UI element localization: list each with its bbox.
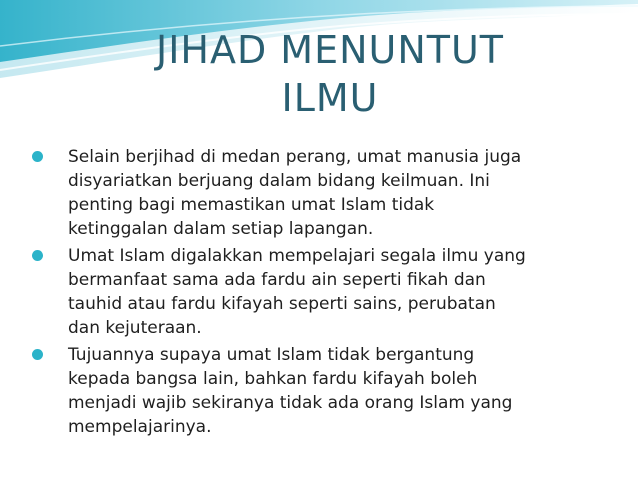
bullet-line: penting bagi memastikan umat Islam tidak — [68, 195, 435, 215]
bullet-dot-icon — [32, 349, 43, 360]
bullet-line: Umat Islam digalakkan mempelajari segala ilmu yang — [68, 246, 526, 266]
bullet-list — [32, 145, 602, 442]
bullet-line: menjadi wajib sekiranya tidak ada orang Islam yang — [68, 393, 513, 413]
bullet-dot-icon — [32, 250, 43, 261]
bullet-item — [32, 244, 602, 340]
bullet-line: ketinggalan dalam setiap lapangan. — [68, 219, 374, 239]
bullet-dot-icon — [32, 151, 43, 162]
slide-title-line-1: JIHAD MENUNTUT — [155, 28, 505, 72]
bullet-line: Tujuannya supaya umat Islam tidak bergantung — [68, 345, 475, 365]
bullet-line: tauhid atau fardu kifayah seperti sains, perubatan — [68, 294, 496, 314]
slide-title — [70, 26, 590, 122]
bullet-item — [32, 343, 602, 439]
bullet-line: dan kejuteraan. — [68, 318, 202, 338]
bullet-line: kepada bangsa lain, bahkan fardu kifayah boleh — [68, 369, 478, 389]
bullet-line: mempelajarinya. — [68, 417, 212, 437]
slide-title-line-2: ILMU — [281, 76, 379, 120]
bullet-item — [32, 145, 602, 241]
bullet-line: Selain berjihad di medan perang, umat manusia juga — [68, 147, 522, 167]
bullet-line: disyariatkan berjuang dalam bidang keilmuan. Ini — [68, 171, 490, 191]
bullet-line: bermanfaat sama ada fardu ain seperti fikah dan — [68, 270, 486, 290]
